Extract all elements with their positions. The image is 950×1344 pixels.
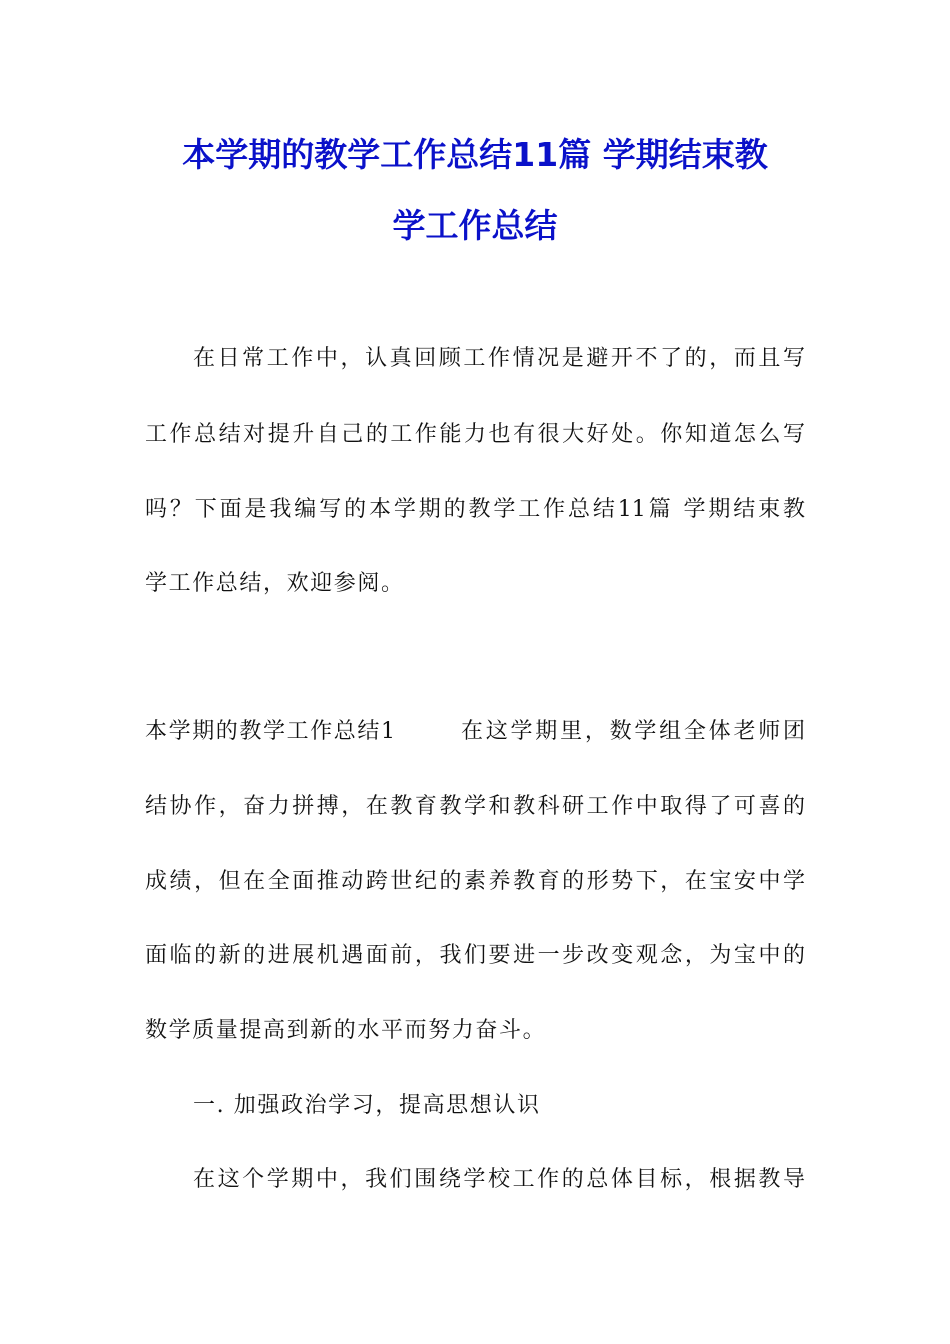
intro-line-2: 工作总结对提升自己的工作能力也有很大好处。你知道怎么写 [145,422,805,447]
document-title-line-1: 本学期的教学工作总结11篇 学期结束教 [182,135,768,174]
section-line-2: 结协作，奋力拼搏，在教育教学和教科研工作中取得了可喜的 [145,794,805,819]
intro-line-3: 吗？下面是我编写的本学期的教学工作总结11篇 学期结束教 [145,497,805,522]
section-line-3: 成绩，但在全面推动跨世纪的素养教育的形势下，在宝安中学 [145,869,805,894]
body-last-line: 在这个学期中，我们围绕学校工作的总体目标，根据教导 [193,1167,805,1192]
intro-line-1: 在日常工作中，认真回顾工作情况是避开不了的，而且写 [193,346,805,371]
section-line-4: 面临的新的进展机遇面前，我们要进一步改变观念，为宝中的 [145,943,805,968]
document-title-line-2: 学工作总结 [392,206,558,245]
section-line-5: 数学质量提高到新的水平而努力奋斗。 [145,1018,547,1043]
section-line-1: 在这学期里，数学组全体老师团 [461,719,805,744]
section-heading: 本学期的教学工作总结1 [145,719,397,744]
subheading: 一. 加强政治学习，提高思想认识 [193,1093,541,1118]
intro-line-4: 学工作总结，欢迎参阅。 [145,571,405,596]
